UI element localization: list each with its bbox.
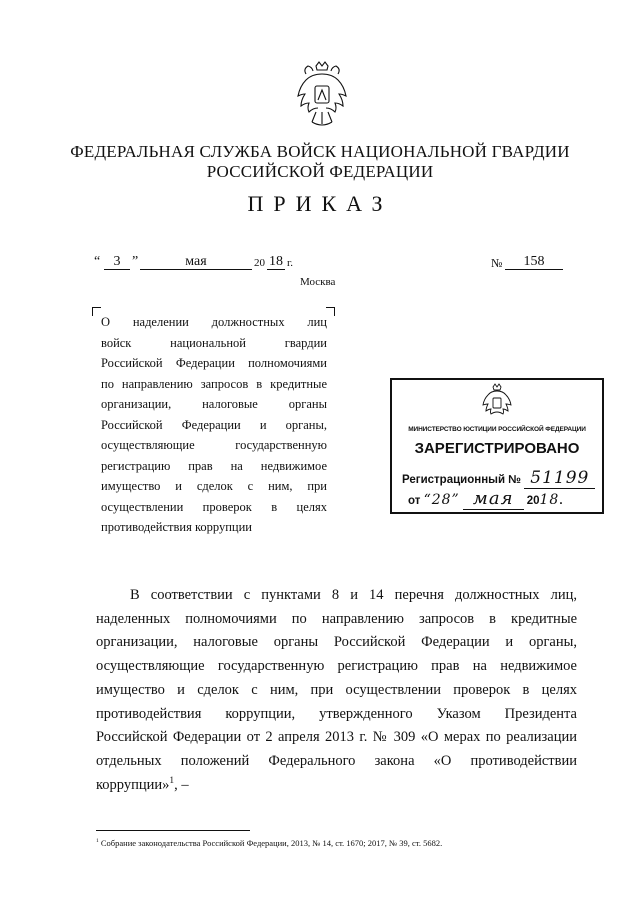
stamp-status: ЗАРЕГИСТРИРОВАНО (414, 440, 580, 457)
organization-name-line2: РОССИЙСКОЙ ФЕДЕРАЦИИ (206, 162, 434, 181)
date-quote-close: ” (132, 254, 139, 269)
body-line: имущество и сделок с ним, при осуществлении проверок в целях (96, 681, 577, 698)
subject-line: регистрацию прав на недвижимое (101, 458, 327, 473)
date-quote-open: “ (94, 254, 101, 269)
body-last-line-text: коррупции» (96, 776, 170, 793)
footnote-text: Собрание законодательства Российской Федерации, 2013, № 14, ст. 1670; 2017, № 39, ст. 5682. (98, 838, 443, 848)
subject-line: О наделении должностных лиц (101, 315, 327, 329)
body-line: Российской Федерации от 2 апреля 2013 г. № 309 «О мерах по реализации (96, 729, 577, 746)
subject-line: Российской Федерации и органы, (101, 417, 327, 432)
stamp-date-year-suffix: 18 (539, 492, 560, 508)
body-line: противодействия коррупции, утвержденного Указом Президента (96, 705, 577, 722)
subject-line: осуществлении проверок в целях (101, 499, 327, 514)
body-line: наделенных полномочиями по направлению запросов в кредитные (96, 610, 577, 627)
subject-line: по направлению запросов в кредитные (101, 376, 327, 391)
date-day: 3 (104, 254, 130, 270)
organization-name-line1: ФЕДЕРАЛЬНАЯ СЛУЖБА ВОЙСК НАЦИОНАЛЬНОЙ ГВАРДИИ (70, 142, 570, 161)
order-number: 158 (505, 254, 563, 270)
city: Москва (300, 276, 336, 288)
document-type-title: ПРИКАЗ (247, 191, 393, 216)
stamp-date-prefix: от (408, 495, 421, 507)
date-month: мая (140, 254, 252, 270)
subject-line: организации, налоговые органы (101, 397, 327, 411)
body-line: осуществляющие государственную регистрацию прав на недвижимое (96, 658, 577, 675)
body-line: отдельных положений Федерального закона «О противодействии (96, 752, 577, 769)
stamp-emblem-icon (482, 383, 512, 421)
stamp-date-month: мая (463, 488, 524, 510)
date-year-prefix: 20 (254, 257, 265, 269)
subject-line: Российской Федерации полномочиями (101, 356, 327, 370)
subject-line: войск национальной гвардии (101, 335, 327, 350)
stamp-date-year-unit: . (559, 495, 563, 507)
body-line: В соответствии с пунктами 8 и 14 перечня должностных лиц, (130, 587, 577, 603)
order-number-label: № (491, 256, 503, 270)
footnote-divider (96, 830, 250, 831)
subject-line: имущество и сделок с ним, при (101, 479, 327, 493)
coat-of-arms-icon (296, 60, 348, 130)
stamp-reg-number: 51199 (524, 468, 595, 489)
stamp-date-day: “28” (423, 492, 460, 508)
stamp-date-line (408, 488, 563, 509)
stamp-date-year-prefix: 20 (526, 495, 540, 507)
subject-line: противодействия коррупции (101, 520, 252, 534)
subject-bracket-right (326, 307, 335, 316)
footnote-reference[interactable]: 1 (169, 775, 175, 786)
footnote-marker: 1 (96, 838, 99, 845)
date-year-suffix: 18 (269, 254, 283, 269)
date-year-unit: г. (287, 257, 294, 269)
subject-line: осуществляющие государственную (101, 438, 327, 452)
registration-stamp (390, 378, 604, 514)
order-preamble (96, 584, 577, 797)
footnote (96, 838, 442, 848)
body-line: организации, налоговые органы Российской Федерации и органы, (96, 634, 577, 651)
stamp-reg-label: Регистрационный № (402, 474, 522, 486)
body-last-line (96, 774, 577, 798)
stamp-registration-number-line (402, 468, 595, 488)
subject-bracket-left (92, 307, 101, 316)
order-subject (101, 312, 327, 538)
body-last-line-tail: , – (174, 776, 189, 793)
stamp-ministry: МИНИСТЕРСТВО ЮСТИЦИИ РОССИЙСКОЙ ФЕДЕРАЦИИ (408, 426, 586, 433)
